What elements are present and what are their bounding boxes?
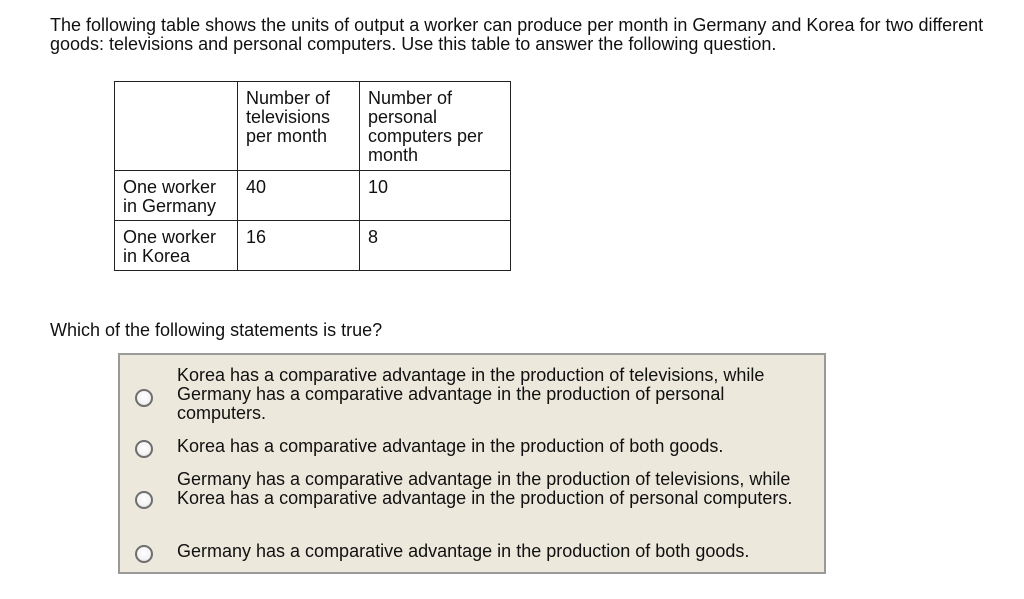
output-table <box>114 81 511 271</box>
table-row <box>115 221 511 271</box>
table-header-televisions: Number of televisions per month <box>238 82 360 171</box>
korea-televisions: 16 <box>238 221 360 271</box>
row-label-korea: One worker in Korea <box>115 221 238 271</box>
korea-computers: 8 <box>360 221 511 271</box>
radio-button-icon[interactable] <box>135 440 153 458</box>
table-header-empty <box>115 82 238 171</box>
table-row <box>115 171 511 221</box>
intro-paragraph: The following table shows the units of output a worker can produce per month in Germany and Korea for two different goods: televisions and personal computers. Use this table to answer the following question. <box>50 15 984 54</box>
question-text: Which of the following statements is true? <box>50 320 383 340</box>
table-header-row <box>115 82 511 171</box>
germany-computers: 10 <box>360 171 511 221</box>
option-4-label: Germany has a comparative advantage in the production of both goods. <box>177 541 750 561</box>
table-header-computers: Number of personal computers per month <box>360 82 511 171</box>
option-3-label: Germany has a comparative advantage in the production of televisions, while Korea has a comparative advantage in the production of personal computers. <box>177 469 793 508</box>
row-label-germany: One worker in Germany <box>115 171 238 221</box>
radio-button-icon[interactable] <box>135 545 153 563</box>
answer-options <box>118 353 826 574</box>
radio-button-icon[interactable] <box>135 389 153 407</box>
option-2-label: Korea has a comparative advantage in the production of both goods. <box>177 436 724 456</box>
radio-button-icon[interactable] <box>135 491 153 509</box>
germany-televisions: 40 <box>238 171 360 221</box>
option-1-label: Korea has a comparative advantage in the production of televisions, while Germany has a comparative advantage in the production of personal computers. <box>177 365 765 423</box>
